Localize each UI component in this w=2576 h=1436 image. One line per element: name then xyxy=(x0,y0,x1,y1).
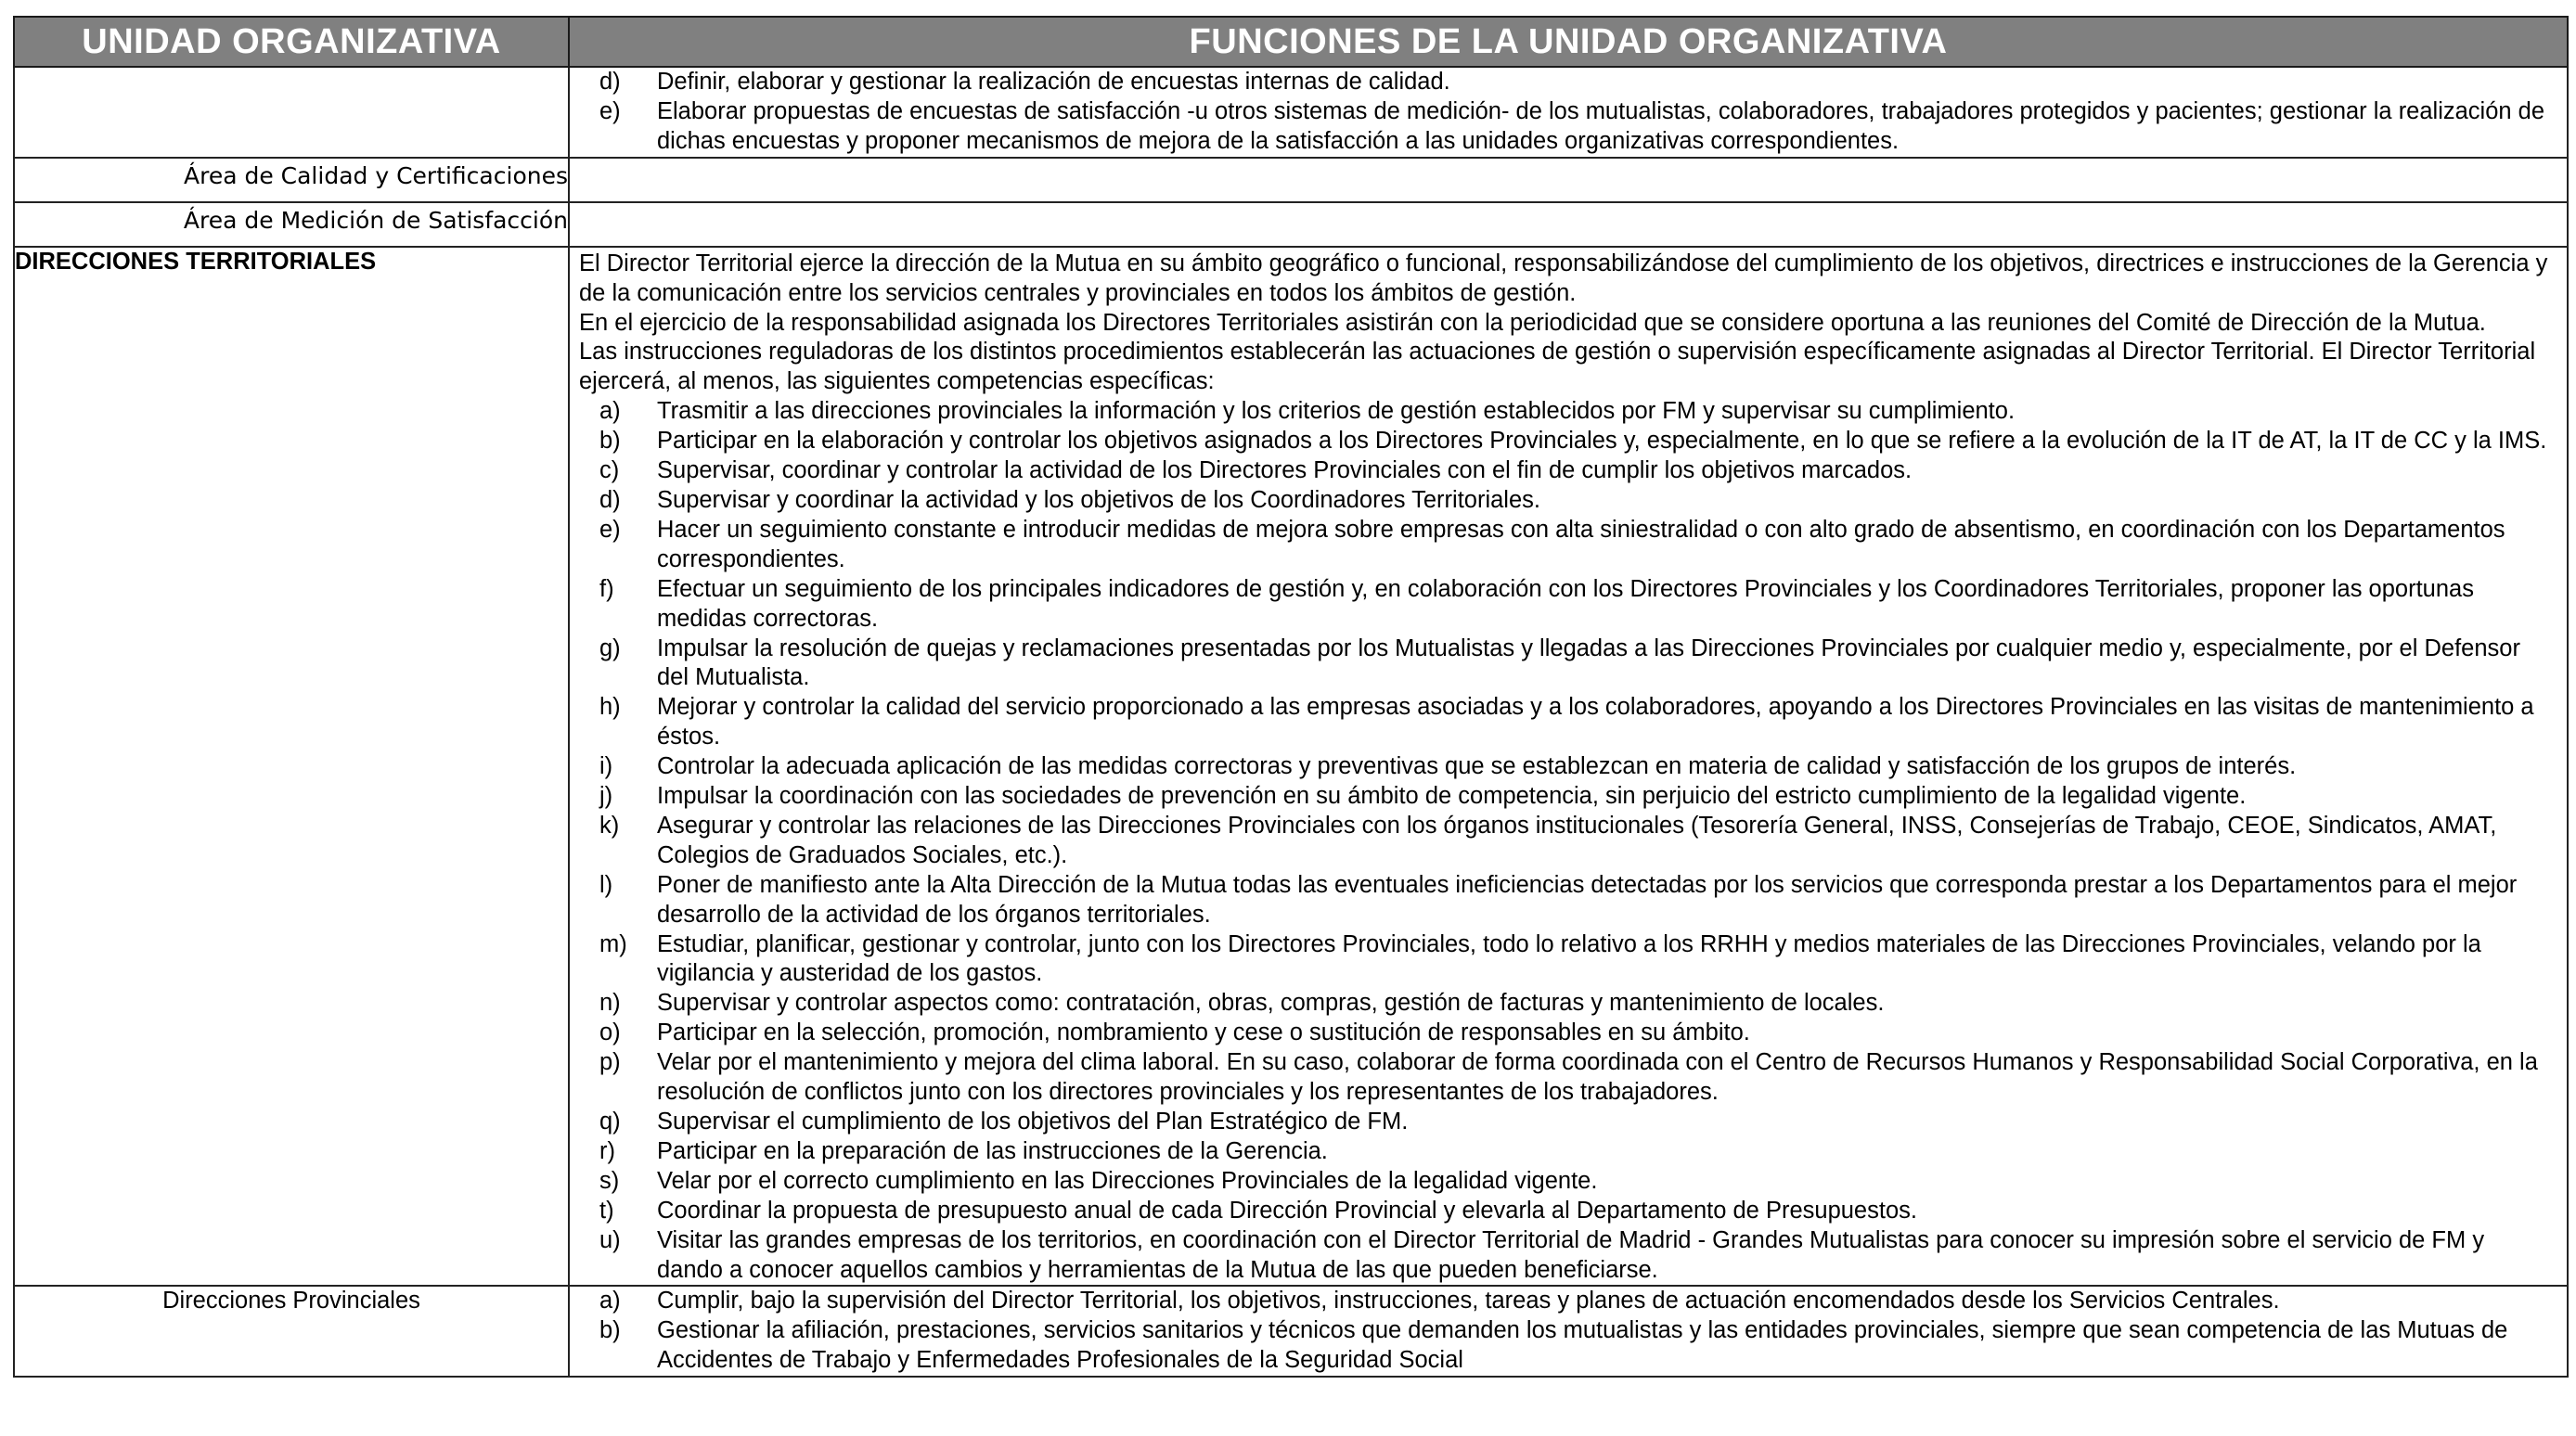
list-item xyxy=(570,486,2548,516)
list-marker: e) xyxy=(599,516,621,543)
functions-cell xyxy=(569,1286,2568,1377)
list-marker: q) xyxy=(599,1109,621,1135)
list-marker: k) xyxy=(599,812,620,839)
table-row xyxy=(14,1286,2568,1377)
list-item xyxy=(570,812,2548,871)
list-marker: p) xyxy=(599,1049,621,1076)
list-marker: o) xyxy=(599,1019,621,1046)
list-marker: u) xyxy=(599,1226,621,1253)
unit-name: DIRECCIONES TERRITORIALES xyxy=(14,247,569,1287)
functions-cell xyxy=(569,247,2568,1287)
list-item xyxy=(570,1019,2548,1048)
list-item xyxy=(570,456,2548,486)
list-item-text: Participar en la preparación de las instrucciones de la Gerencia. xyxy=(657,1137,1328,1164)
list-marker: h) xyxy=(599,694,621,721)
function-list xyxy=(570,1287,2567,1376)
list-item-text: Impulsar la resolución de quejas y reclamaciones presentadas por los Mutualistas y llegadas a las Direcciones Provinciales por cualquier medio y, especialmente, por el Defensor del Mutualista. xyxy=(657,635,2520,691)
list-item xyxy=(570,97,2548,157)
list-item xyxy=(570,635,2548,694)
list-marker: i) xyxy=(599,753,613,780)
list-item-text: Estudiar, planificar, gestionar y controlar, junto con los Directores Provinciales, todo lo relativo a los RRHH y medios materiales de las Direcciones Provinciales, velando por la vigilancia y austeridad de los gastos. xyxy=(657,930,2481,987)
list-marker: b) xyxy=(599,428,621,455)
list-marker: g) xyxy=(599,635,621,661)
list-item xyxy=(570,68,2548,97)
table-row xyxy=(14,158,2568,202)
list-item-text: Poner de manifiesto ante la Alta Dirección de la Mutua todas las eventuales ineficiencias detectadas por los servicios que corresponda prestar a los Departamentos para el mejor desarrollo de la actividad de los órganos territoriales. xyxy=(657,871,2518,928)
list-item xyxy=(570,1197,2548,1226)
list-item xyxy=(570,1226,2548,1286)
list-marker: l) xyxy=(599,871,613,898)
unit-name: Direcciones Provinciales xyxy=(14,1286,569,1377)
list-item-text: Mejorar y controlar la calidad del servicio proporcionado a las empresas asociadas y a los colaboradores, apoyando a los Directores Provinciales en las visitas de mantenimiento a éstos. xyxy=(657,694,2534,750)
function-list xyxy=(570,397,2567,1285)
list-marker: m) xyxy=(599,930,627,957)
list-item xyxy=(570,575,2548,635)
intro-paragraphs xyxy=(570,248,2567,398)
list-item xyxy=(570,693,2548,752)
functions-cell xyxy=(569,67,2568,158)
list-item xyxy=(570,1287,2548,1316)
list-item xyxy=(570,782,2548,812)
functions-cell-empty xyxy=(569,202,2568,247)
list-marker: b) xyxy=(599,1317,621,1344)
list-item-text: Supervisar y coordinar la actividad y los objetivos de los Coordinadores Territoriales. xyxy=(657,486,1540,513)
list-marker: r) xyxy=(599,1137,615,1164)
list-item xyxy=(570,516,2548,575)
list-item-text: Supervisar y controlar aspectos como: contratación, obras, compras, gestión de facturas y mantenimiento de locales. xyxy=(657,990,1885,1017)
unit-name: Área de Calidad y Certificaciones xyxy=(14,158,569,202)
function-list xyxy=(570,68,2567,157)
list-marker: d) xyxy=(599,69,621,95)
list-marker: n) xyxy=(599,990,621,1017)
list-item-text: Visitar las grandes empresas de los territorios, en coordinación con el Director Territorial de Madrid - Grandes Mutualistas para conocer su impresión sobre el servicio de FM y dando a conocer aquellos cambios y herramientas de la Mutua de las que pueden beneficiarse. xyxy=(657,1226,2485,1283)
list-item-text: Supervisar el cumplimiento de los objetivos del Plan Estratégico de FM. xyxy=(657,1109,1409,1135)
list-item xyxy=(570,1167,2548,1197)
list-marker: c) xyxy=(599,457,620,484)
list-item-text: Definir, elaborar y gestionar la realización de encuestas internas de calidad. xyxy=(657,69,1450,95)
functions-cell-empty xyxy=(569,158,2568,202)
list-marker: d) xyxy=(599,486,621,513)
list-item-text: Cumplir, bajo la supervisión del Director Territorial, los objetivos, instrucciones, tareas y planes de actuación encomendados desde los Servicios Centrales. xyxy=(657,1288,2280,1314)
list-marker: a) xyxy=(599,398,621,425)
list-item-text: Supervisar, coordinar y controlar la actividad de los Directores Provinciales con el fin de cumplir los objetivos marcados. xyxy=(657,457,1913,484)
list-item xyxy=(570,1048,2548,1108)
list-item xyxy=(570,752,2548,782)
list-marker: s) xyxy=(599,1167,620,1194)
list-marker: f) xyxy=(599,575,614,602)
list-item-text: Participar en la elaboración y controlar los objetivos asignados a los Directores Provinciales y, especialmente, en lo que se refiere a la evolución de la IT de AT, la IT de CC y la IMS. xyxy=(657,428,2547,455)
list-item-text: Participar en la selección, promoción, nombramiento y cese o sustitución de responsables en su ámbito. xyxy=(657,1019,1750,1046)
table-row xyxy=(14,247,2568,1287)
table-row xyxy=(14,202,2568,247)
list-item-text: Coordinar la propuesta de presupuesto anual de cada Dirección Provincial y elevarla al Departamento de Presupuestos. xyxy=(657,1197,1917,1224)
table-header-row xyxy=(14,17,2568,67)
list-marker: t) xyxy=(599,1197,614,1224)
list-item xyxy=(570,930,2548,990)
list-item-text: Velar por el correcto cumplimiento en las Direcciones Provinciales de la legalidad vigente. xyxy=(657,1167,1598,1194)
header-unidad-organizativa: UNIDAD ORGANIZATIVA xyxy=(14,17,569,67)
unit-cell-empty xyxy=(14,67,569,158)
list-item xyxy=(570,397,2548,427)
paragraph: El Director Territorial ejerce la dirección de la Mutua en su ámbito geográfico o funcional, responsabilizándose del cumplimiento de los objetivos, directrices e instrucciones de la Gerencia y de la comunicación entre los servicios centrales y provinciales en todos los ámbitos de gestión. xyxy=(579,250,2548,306)
list-item-text: Velar por el mantenimiento y mejora del clima laboral. En su caso, colaborar de forma coordinada con el Centro de Recursos Humanos y Responsabilidad Social Corporativa, en la resolución de conflictos junto con los directores provinciales y los representantes de los trabajadores. xyxy=(657,1049,2538,1106)
list-item-text: Asegurar y controlar las relaciones de las Direcciones Provinciales con los órganos institucionales (Tesorería General, INSS, Consejerías de Trabajo, CEOE, Sindicatos, AMAT, Colegios de Graduados Sociales, etc.). xyxy=(657,812,2497,868)
paragraph: En el ejercicio de la responsabilidad asignada los Directores Territoriales asistirán con la periodicidad que se considere oportuna a las reuniones del Comité de Dirección de la Mutua. xyxy=(579,309,2486,336)
paragraph: Las instrucciones reguladoras de los distintos procedimientos establecerán las actuaciones de gestión o supervisión específicamente asignadas al Director Territorial. El Director Territorial ejercerá, al menos, las siguientes competencias específicas: xyxy=(579,339,2536,395)
header-funciones: FUNCIONES DE LA UNIDAD ORGANIZATIVA xyxy=(569,17,2568,67)
list-item-text: Elaborar propuestas de encuestas de satisfacción -u otros sistemas de medición- de los mutualistas, colaboradores, trabajadores protegidos y pacientes; gestionar la realización de dichas encuestas y proponer mecanismos de mejora de la satisfacción a las unidades organizativas correspondientes. xyxy=(657,97,2545,154)
list-item-text: Gestionar la afiliación, prestaciones, servicios sanitarios y técnicos que demanden los mutualistas y las entidades provinciales, siempre que sean competencia de las Mutuas de Accidentes de Trabajo y Enfermedades Profesionales de la Seguridad Social xyxy=(657,1317,2508,1374)
list-item-text: Efectuar un seguimiento de los principales indicadores de gestión y, en colaboración con los Directores Provinciales y los Coordinadores Territoriales, proponer las oportunas medidas correctoras. xyxy=(657,575,2474,632)
list-item xyxy=(570,427,2548,456)
list-item xyxy=(570,871,2548,930)
list-item xyxy=(570,1108,2548,1137)
list-item-text: Impulsar la coordinación con las sociedades de prevención en su ámbito de competencia, sin perjuicio del estricto cumplimiento de la legalidad vigente. xyxy=(657,783,2247,810)
list-item-text: Hacer un seguimiento constante e introducir medidas de mejora sobre empresas con alta siniestralidad o con alto grado de absentismo, en coordinación con los Departamentos correspondientes. xyxy=(657,516,2505,572)
table-row-continuation xyxy=(14,67,2568,158)
functions-table xyxy=(13,16,2569,1378)
list-marker: a) xyxy=(599,1288,621,1314)
list-item xyxy=(570,989,2548,1019)
list-marker: j) xyxy=(599,783,613,810)
list-marker: e) xyxy=(599,97,621,124)
list-item xyxy=(570,1137,2548,1167)
list-item xyxy=(570,1316,2548,1376)
list-item-text: Trasmitir a las direcciones provinciales la información y los criterios de gestión establecidos por FM y supervisar su cumplimiento. xyxy=(657,398,2016,425)
list-item-text: Controlar la adecuada aplicación de las medidas correctoras y preventivas que se establezcan en materia de calidad y satisfacción de los grupos de interés. xyxy=(657,753,2297,780)
unit-name: Área de Medición de Satisfacción xyxy=(14,202,569,247)
